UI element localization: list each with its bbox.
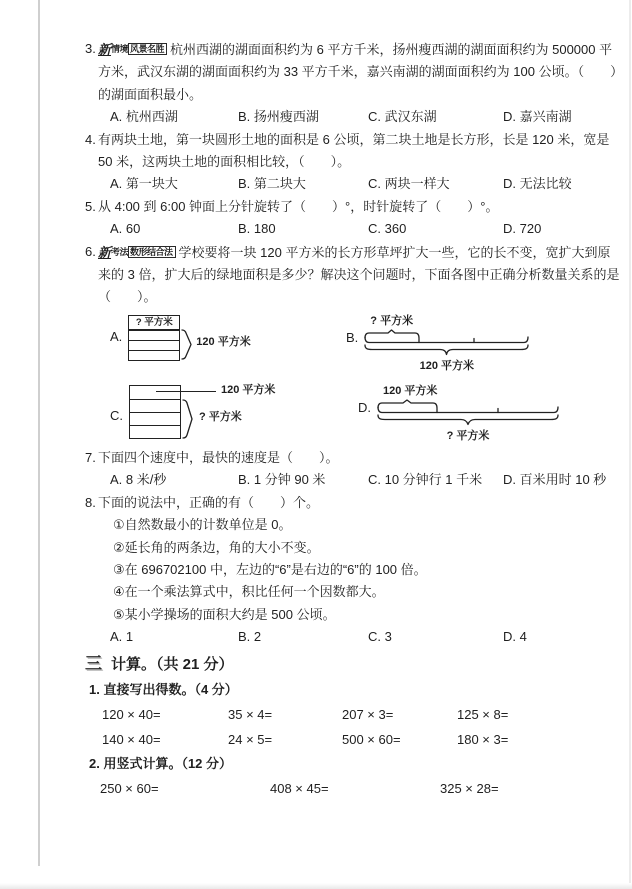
calc-item: 24 × 5= (228, 731, 273, 747)
option-d: D. 4 (503, 629, 527, 645)
diagram-c-cell (130, 399, 180, 412)
column-calculation-row (85, 776, 620, 801)
tag-context-label: 情境 (111, 44, 129, 54)
question-8-body: 下面的说法中，正确的有（ ）个。 (98, 494, 320, 510)
question-5-number: 5. (85, 198, 96, 214)
tag-new-label: 新 (98, 244, 112, 260)
section-three (85, 651, 620, 801)
tag-number-shape-label: 数形结合法 (128, 246, 176, 258)
statement-1: ①自然数最小的计数单位是 0。 (113, 517, 292, 533)
diagram-d (358, 385, 620, 443)
diagram-a-rectangle (128, 315, 180, 361)
option-c: C. 武汉东湖 (368, 109, 437, 125)
diagram-b-top-label: ? 平方米 (370, 314, 414, 327)
question-6 (85, 241, 620, 443)
calc-item: 120 × 40= (102, 706, 161, 722)
option-c: C. 10 分钟行 1 千米 (368, 472, 483, 488)
calc-item: 408 × 45= (270, 780, 329, 796)
question-7-options (98, 469, 620, 491)
option-b: B. 2 (238, 629, 262, 645)
diagram-c-pointer-label: 120 平方米 (221, 383, 276, 396)
option-a: A. 第一块大 (110, 176, 178, 192)
diagram-a-cell (129, 340, 179, 350)
question-3-number: 3. (85, 41, 96, 56)
diagram-a (110, 315, 346, 373)
diagram-b (346, 315, 620, 373)
segment-bar-icon (377, 399, 559, 426)
option-a: A. 杭州西湖 (110, 109, 178, 125)
calc-item: 500 × 60= (342, 731, 401, 747)
question-6-diagrams (98, 315, 620, 443)
section-three-numeral: 三 (85, 653, 102, 673)
calc-item: 325 × 28= (440, 780, 499, 796)
diagram-a-figure (128, 315, 278, 365)
question-4-options (98, 173, 620, 195)
calc-item: 250 × 60= (100, 780, 159, 796)
option-a: A. 8 米/秒 (110, 472, 167, 488)
calc-item: 125 × 8= (457, 706, 509, 722)
column-calculation-title: 2. 用竖式计算。（12 分） (89, 755, 233, 771)
question-4-body: 有两块土地，第一块圆形土地的面积是 6 公顷，第二块土地是长方形，长是 120 米，宽是 50 米，这两块土地的面积相比较，（ ）。 (98, 131, 610, 170)
option-d: D. 720 (503, 221, 542, 237)
calc-item: 180 × 3= (457, 731, 509, 747)
diagram-b-figure (364, 315, 529, 373)
right-brace-icon (181, 328, 192, 361)
new-context-tag (98, 42, 167, 57)
question-6-number: 6. (85, 243, 96, 259)
tag-new-label: 新 (98, 42, 112, 57)
diagram-d-top-label: 120 平方米 (383, 384, 438, 397)
right-brace-icon (182, 398, 193, 440)
option-b: B. 第二块大 (238, 176, 306, 192)
option-c: C. 3 (368, 629, 392, 645)
direct-answer-row-2 (85, 727, 620, 752)
option-d: D. 嘉兴南湖 (503, 109, 572, 125)
diagram-c-label: C. (110, 407, 123, 423)
option-d: D. 无法比较 (503, 176, 572, 192)
diagram-c-brace-label: ? 平方米 (199, 410, 242, 423)
segment-bar-icon (364, 329, 529, 356)
question-7-body: 下面四个速度中，最快的速度是（ ）。 (98, 449, 339, 465)
question-4 (85, 129, 620, 196)
diagram-a-cell (129, 330, 179, 340)
diagram-c (110, 385, 346, 443)
option-b: B. 1 分钟 90 米 (238, 472, 326, 488)
diagram-a-top-cell: ? 平方米 (129, 316, 179, 330)
calc-item: 207 × 3= (342, 706, 394, 722)
page-scan-edge-left (38, 0, 40, 866)
tag-scenic-spots-label: 风景名胜 (128, 43, 167, 55)
tag-method-label: 考法 (111, 246, 129, 257)
option-a: A. 1 (110, 629, 134, 645)
diagram-a-label: A. (110, 328, 123, 344)
statement-4: ④在一个乘法算式中，积比任何一个因数都大。 (113, 584, 385, 600)
statement-2: ②延长角的两条边，角的大小不变。 (113, 539, 320, 555)
option-d: D. 百米用时 10 秒 (503, 472, 607, 488)
section-three-heading (85, 651, 620, 678)
question-5 (85, 196, 620, 241)
diagram-a-cell (129, 350, 179, 360)
calc-item: 35 × 4= (228, 706, 273, 722)
direct-answer-row-1 (85, 702, 620, 727)
question-6-text (98, 241, 620, 309)
option-b: B. 扬州瘦西湖 (238, 109, 319, 125)
question-3-body: 杭州西湖的湖面面积约为 6 平方千米，扬州瘦西湖的湖面面积约为 500000 平方米，武汉东湖的湖面面积约为 33 平方千米，嘉兴南湖的湖面面积约为 100 公顷。（ ）的湖面面积最小。 (98, 42, 617, 102)
statement-3: ③在 696702100 中，左边的“6”是右边的“6”的 100 倍。 (113, 561, 427, 577)
diagram-c-figure (129, 385, 289, 443)
diagram-c-cell (130, 412, 180, 425)
option-a: A. 60 (110, 221, 141, 237)
question-3-options (98, 106, 620, 128)
diagram-a-brace-label: 120 平方米 (196, 335, 251, 348)
question-8-number: 8. (85, 494, 96, 510)
section-three-title: 计算。（共 21 分） (111, 655, 234, 673)
option-b: B. 180 (238, 221, 276, 237)
diagram-c-rectangle (129, 385, 181, 439)
new-method-tag (98, 245, 176, 260)
question-4-number: 4. (85, 131, 96, 147)
question-3 (85, 38, 620, 129)
question-6-body: 学校要将一块 120 平方米的长方形草坪扩大一些，它的长不变，宽扩大到原来的 3 倍，扩大后的绿地面积是多少？解决这个问题时，下面各图中正确分析数量关系的是（ ）。 (98, 244, 620, 305)
calc-item: 140 × 40= (102, 731, 161, 747)
diagram-d-figure (377, 385, 559, 443)
direct-answer-title: 1. 直接写出得数。（4 分） (89, 681, 238, 697)
diagram-b-label: B. (346, 329, 359, 345)
question-3-text (98, 38, 620, 106)
question-8 (85, 492, 620, 649)
question-8-statements (98, 514, 620, 626)
exam-paper (85, 38, 620, 801)
statement-5: ⑤某小学操场的面积大约是 500 公顷。 (113, 606, 336, 622)
question-5-options (98, 218, 620, 240)
page-scan-edge-right (629, 0, 631, 889)
pointer-line (156, 391, 216, 392)
diagram-c-cell (130, 425, 180, 438)
diagram-b-bottom-label: 120 平方米 (419, 359, 474, 372)
question-8-options (98, 626, 620, 648)
diagram-d-label: D. (358, 399, 371, 415)
option-c: C. 两块一样大 (368, 176, 450, 192)
diagram-d-bottom-label: ? 平方米 (446, 429, 490, 442)
diagram-c-cell (130, 386, 180, 399)
option-c: C. 360 (368, 221, 407, 237)
question-7-number: 7. (85, 449, 96, 465)
question-5-body: 从 4:00 到 6:00 钟面上分针旋转了（ ）°，时针旋转了（ ）°。 (98, 198, 499, 214)
page-scan-edge-bottom (0, 883, 632, 889)
question-7 (85, 447, 620, 492)
